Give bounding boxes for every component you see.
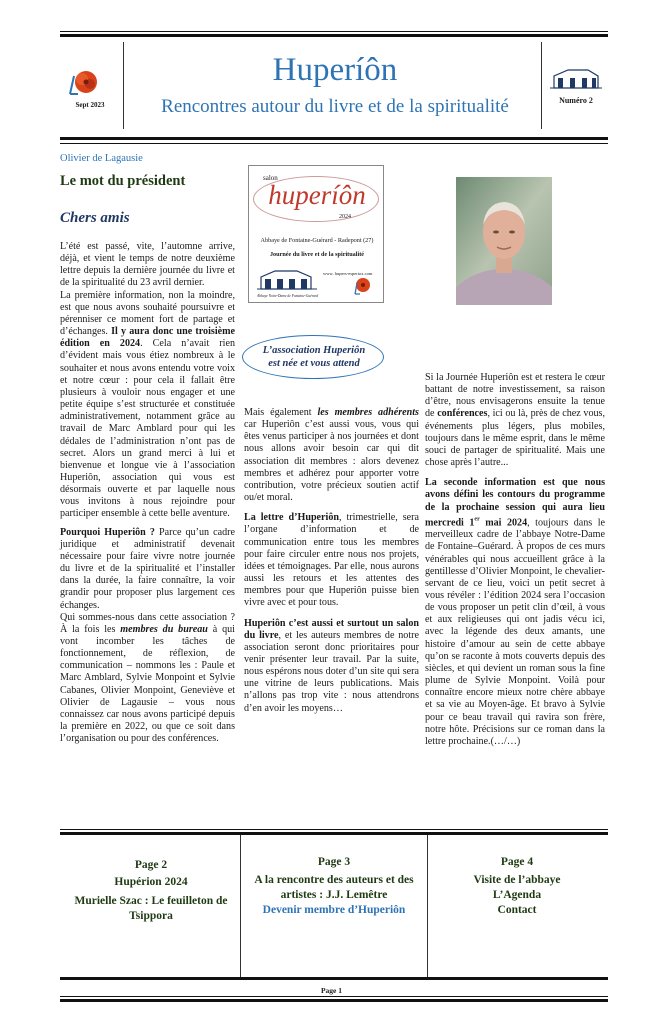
issue-date: Sept 2023 <box>75 101 105 109</box>
bottom-rule-thick-2 <box>60 999 608 1002</box>
column-3-text <box>425 372 605 754</box>
header-rule-thick <box>60 137 608 140</box>
author-name: Olivier de Lagausie <box>60 153 143 164</box>
footer-item: Hupérion 2024 <box>114 876 188 888</box>
poster-place: Abbaye de Fontaine-Guérard - Radepont (27) <box>260 237 374 244</box>
section-heading: Le mot du président <box>60 173 186 189</box>
association-callout <box>242 335 384 379</box>
poster-year: 2024 <box>339 214 351 220</box>
poster-url: www. hupers-esperiox.com <box>323 271 373 276</box>
footer-page-3 <box>248 855 420 918</box>
header-rule-thin <box>60 143 608 144</box>
footer-page-label: Page 2 <box>134 859 168 871</box>
footer-item: L’Agenda <box>492 889 542 901</box>
footer-rule-thin <box>60 829 608 830</box>
paragraph: Mais également les membres adhérents car Huperiôn c’est aussi vous, vous qui êtes venus participer à nos journées et dont nous allons avoir besoin car qui dit association dit membres : alors devenez membres et adhérez pour apporter votre contribution, votre précieux soutien actif ou/et moral. <box>244 407 419 504</box>
bottom-rule-thin <box>60 996 608 997</box>
footer-page-4 <box>434 855 600 918</box>
paragraph: La seconde information est que nous avons défini les contours du programme de la prochaine session qui aura lieu mercredi 1er mai 2024, toujours dans le merveilleux cadre de l’abbaye Notre-Dame de Fontaine–Guérard. À propos de ces murs vénérables qui nous accueillent grâce à la gentillesse d’Olivier Monpoint, le chevalier-servant de ce lieu, voici un petit secret à vous révéler : l’édition 2024 sera l’occasion de vous proposer un petit clin d’œil, à vous et aux religieuses qui ont jadis vécu ici, avec la légende des deux amants, une histoire d’amour au sein de cette abbaye qu’on se raconte à mots couverts depuis des siècles, et qui devient un roman sous la fine plume de Sylvie Monpoint. Voilà pour connaître encore mieux notre chère abbaye et sa vie au Moyen-âge. Et bravo à Sylvie pour ce beau travail qui ravira son frère, notre hôte. Précisions sur ce roman dans la lettre prochaine.(…/…) <box>425 477 606 747</box>
header-divider-right <box>541 42 542 129</box>
paragraph: L’été est passé, vite, l’automne arrive, déjà, et vient le temps de notre deuxième lettre depuis la dernière journée du livre et de la spiritualité du 23 avril dernier. <box>60 241 235 289</box>
poster-caption: Abbaye Notre-Dame de Fontaine-Guérard <box>257 294 319 298</box>
top-rule-thick <box>60 34 608 37</box>
author-photo <box>456 177 552 305</box>
abbey-sketch-icon <box>548 66 604 92</box>
paragraph: Pourquoi Huperiôn ? Parce qu’un cadre juridique et administratif devenait nécessaire pour faire vivre notre journée du livre et de la spiritualité et l’installer dans la durée, la faire connaître, la voir grandir pour proposer plus largement ces échanges. <box>60 526 235 611</box>
footer-rule-thick <box>60 832 608 835</box>
footer-item: A la rencontre des auteurs et des artistes : J.J. Lemêtre <box>254 874 414 901</box>
paragraph: Huperiôn c’est aussi et surtout un salon du livre, et les auteurs membres de notre association seront donc prioritaires pour venir présenter leur travail. Par la suite, nous espérons nous doter d’un site qui sera une vitrine de leurs publications. Mais n’allons pas trop vite : nous attendrons d’en avoir les moyens… <box>244 617 420 714</box>
paragraph: Si la Journée Huperiôn est et restera le cœur battant de notre investissement, sa raison d’être, nous envisagerons ensuite la tenue de conférences, ici ou là, près de chez vous, événements plus légers, plus mobiles, toujours dans le même esprit, dans le même souci de partager de spiritualité. Mais une chose après l’autre... <box>425 372 605 469</box>
issue-number: Numéro 2 <box>559 96 593 105</box>
top-rule-thin <box>60 31 608 32</box>
footer-item: Visite de l’abbaye <box>473 874 561 886</box>
callout-line-2: est née et vous attend <box>268 358 360 369</box>
column-2-text <box>244 407 419 721</box>
paragraph: La lettre d’Huperiôn, trimestrielle, sera l’organe d’information et de communication entre tous les membres pour faire circuler entre nous nos projets, idées et témoignages. Par elle, nous aurons aussi les retours et les attentes des membres pour que Huperiôn puisse bien vivre avec et pour tous. <box>244 512 419 609</box>
callout-line-1: L’association Huperiôn <box>262 345 366 356</box>
footer-item: Devenir membre d’Huperiôn <box>262 904 406 916</box>
footer-page-label: Page 3 <box>317 856 351 868</box>
column-1-text <box>60 241 235 751</box>
flower-logo-icon <box>353 277 371 295</box>
footer-page-2 <box>68 858 234 924</box>
footer-item: Murielle Szac : Le feuilleton de Tsippora <box>74 895 228 922</box>
paragraph: Qui sommes-nous dans cette association ? À la fois les membres du bureau à qui vont incomber les tâches de fonctionnement, de réflexion, de communication – nommons les : Paule et Marc Amblard, Sylvie Monpoint et Sylvie Cabanes, Olivier Monpoint, Geneviève et Olivier de Lagausie – vous nous connaissez car nous avons participé depuis la première en 2022, ou que ce soit dans l’organisation ou pour des conférences. <box>60 611 235 745</box>
flower-logo-icon <box>66 68 100 98</box>
greeting: Chers amis <box>60 210 130 226</box>
event-poster <box>248 165 384 303</box>
paragraph: La première information, non la moindre, est que nous avons souhaité poursuivre et pérenniser ce moment fort de partage et d’échanges. Il y aura donc une troisième édition en 2024. Cela n’avait rien d’évident mais vous étiez nombreux à le souhaiter et nous avons entendu votre voix et notre cœur : pour cela il fallait être plusieurs à vouloir nous engager et une petite équipe s’est structurée et constituée administrativement, notamment grâce au travail de Marc Amblard pour qui les dédales de l’administration n’ont pas de secret. Alors un grand merci à lui et bienvenue et longue vie à l’association Huperiôn, association qui vous est désormais ouverte et par laquelle nous vous invitons à nous rejoindre pour participer ensemble à cette belle aventure. <box>60 289 235 520</box>
newsletter-title: Huperíôn <box>272 52 398 88</box>
bottom-rule-thick <box>60 977 608 980</box>
abbey-sketch-icon <box>257 265 317 291</box>
footer-divider-left <box>240 835 241 977</box>
footer-page-label: Page 4 <box>500 856 534 868</box>
footer-divider-right <box>427 835 428 977</box>
page-number: Page 1 <box>320 986 343 995</box>
footer-item: Contact <box>497 904 537 916</box>
poster-name: huperíôn <box>268 180 366 210</box>
header-divider-left <box>123 42 124 129</box>
poster-journee: Journée du livre et de la spiritualité <box>269 251 365 258</box>
newsletter-subtitle: Rencontres autour du livre et de la spiritualité <box>161 96 509 117</box>
poster-salon: salon <box>263 174 278 182</box>
